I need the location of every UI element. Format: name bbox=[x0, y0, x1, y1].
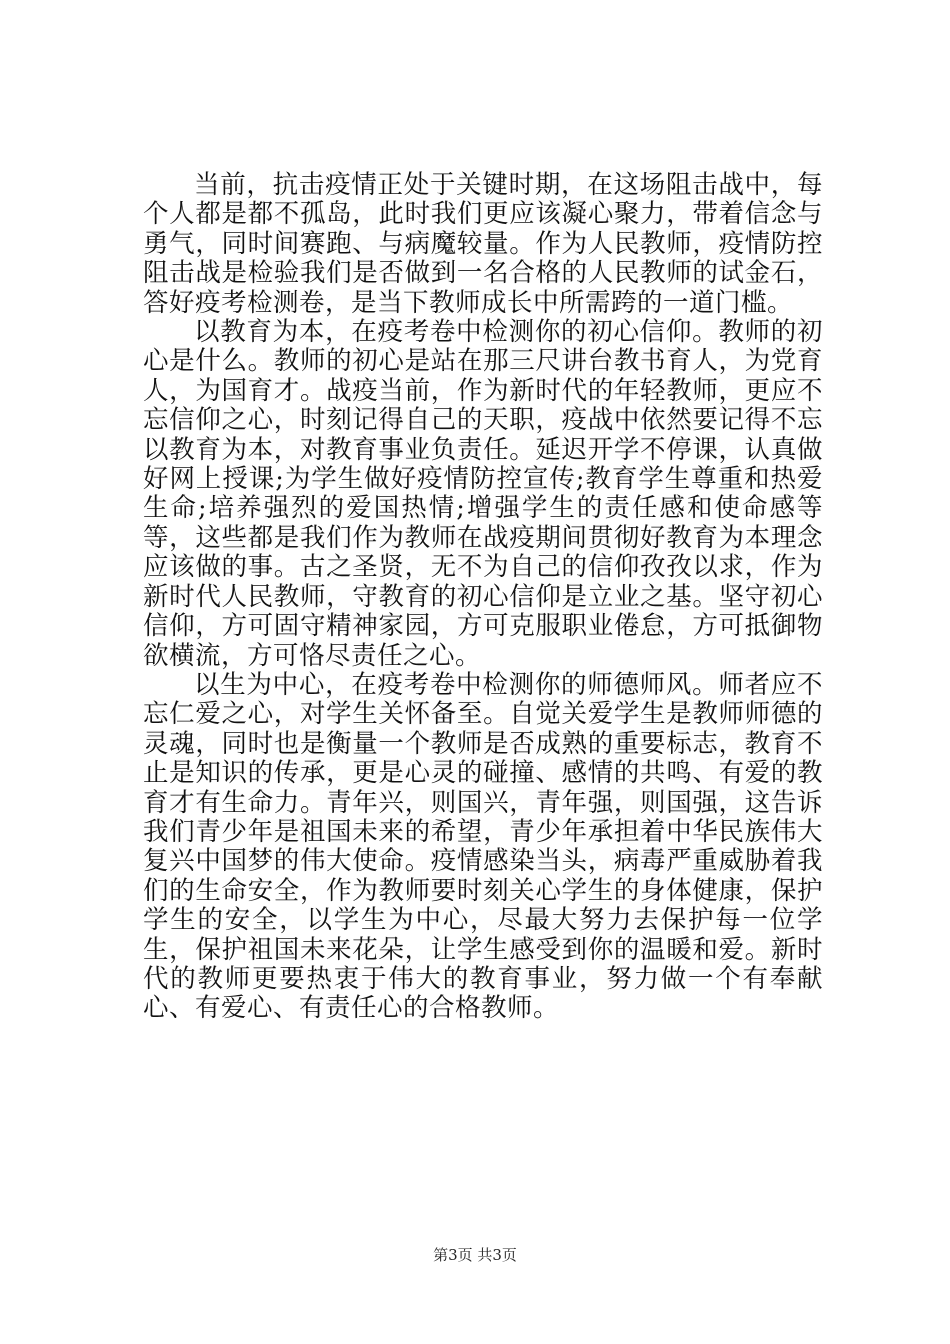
paragraph-3: 以生为中心，在疫考卷中检测你的师德师风。师者应不忘仁爱之心，对学生关怀备至。自觉关爱学生是教师师德的灵魂，同时也是衡量一个教师是否成熟的重要标志，教育不止是知识的传承，更是心灵的碰撞、感情的共鸣、有爱的教育才有生命力。青年兴，则国兴，青年强，则国强，这告诉我们青少年是祖国未来的希望，青少年承担着中华民族伟大复兴中国梦的伟大使命。疫情感染当头，病毒严重威胁着我们的生命安全，作为教师要时刻关心学生的身体健康，保护学生的安全，以学生为中心，尽最大努力去保护每一位学生，保护祖国未来花朵，让学生感受到你的温暖和爱。新时代的教师更要热衷于伟大的教育事业，努力做一个有奉献心、有爱心、有责任心的合格教师。 bbox=[143, 669, 823, 1024]
page-number: 第3页 共3页 bbox=[433, 1246, 517, 1264]
paragraph-1: 当前，抗击疫情正处于关键时期，在这场阻击战中，每个人都是都不孤岛，此时我们更应该凝心聚力，带着信念与勇气，同时间赛跑、与病魔较量。作为人民教师，疫情防控阻击战是检验我们是否做到一名合格的人民教师的试金石，答好疫考检测卷，是当下教师成长中所需跨的一道门槛。 bbox=[143, 170, 823, 318]
document-body bbox=[143, 171, 823, 1024]
page-footer bbox=[0, 1245, 950, 1265]
paragraph-2: 以教育为本，在疫考卷中检测你的初心信仰。教师的初心是什么。教师的初心是站在那三尺讲台教书育人，为党育人，为国育才。战疫当前，作为新时代的年轻教师，更应不忘信仰之心，时刻记得自己的天职，疫战中依然要记得不忘以教育为本，对教育事业负责任。延迟开学不停课，认真做好网上授课;为学生做好疫情防控宣传;教育学生尊重和热爱生命;培养强烈的爱国热情;增强学生的责任感和使命感等等，这些都是我们作为教师在战疫期间贯彻好教育为本理念应该做的事。古之圣贤，无不为自己的信仰孜孜以求，作为新时代人民教师，守教育的初心信仰是立业之基。坚守初心信仰，方可固守精神家园，方可克服职业倦怠，方可抵御物欲横流，方可恪尽责任之心。 bbox=[143, 317, 823, 671]
